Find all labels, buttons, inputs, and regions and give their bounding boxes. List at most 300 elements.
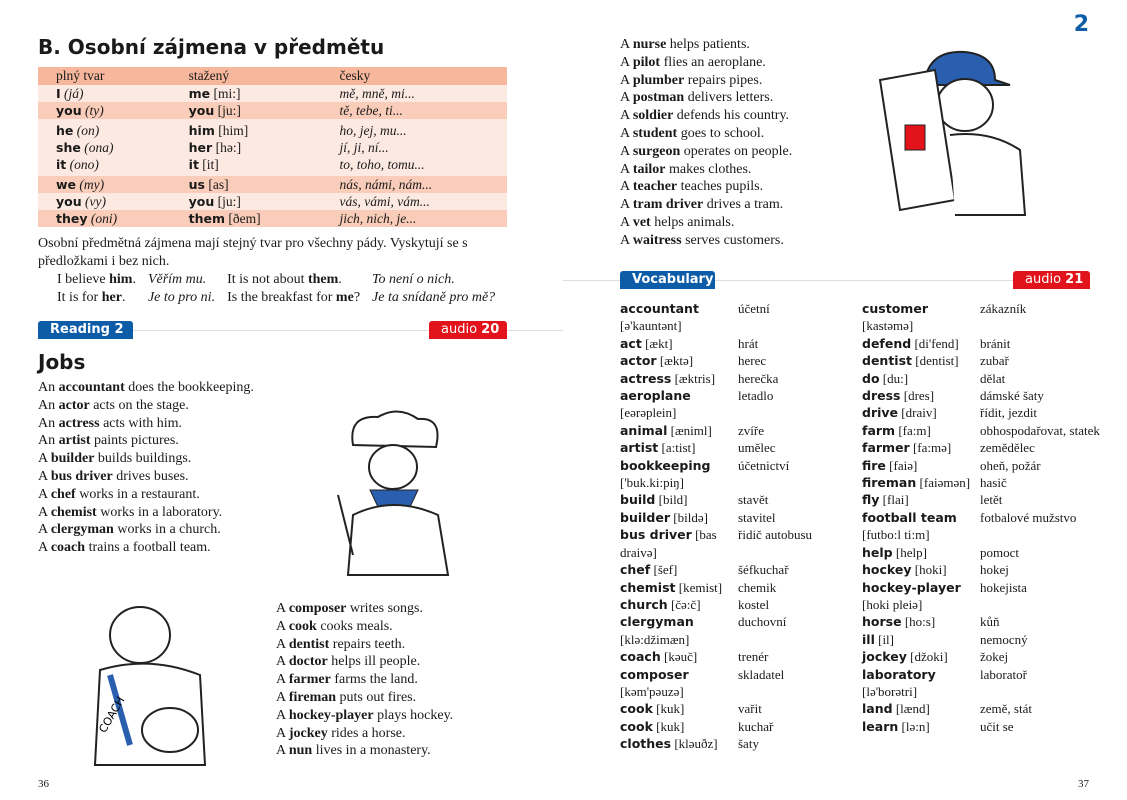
vocab-word: jockey — [862, 649, 907, 665]
pronoun-cz: (my) — [79, 177, 105, 192]
vocab-word: fireman — [862, 475, 917, 491]
vocab-word: actor — [620, 353, 657, 369]
vocab-pronunciation: [kastəmə] — [862, 318, 914, 334]
vocab-word: fire — [862, 457, 886, 473]
vocab-entry — [620, 352, 860, 369]
vocab-word: artist — [620, 440, 659, 456]
job-description: flies an aeroplane. — [663, 54, 766, 70]
article: A — [276, 707, 286, 723]
pronunciation: [ðem] — [228, 211, 261, 226]
vocab-translation: zemědělec — [980, 440, 1035, 456]
vocab-entry — [862, 648, 1112, 665]
example-bold: him — [109, 272, 133, 287]
article: A — [620, 37, 630, 52]
job-description: drives buses. — [116, 468, 189, 484]
example-1-cz: Věřím mu. — [147, 272, 207, 287]
vocab-entry — [620, 335, 860, 352]
vocab-entry — [862, 422, 1112, 439]
vocab-pronunciation: [help] — [895, 544, 927, 560]
vocab-pronunciation: [bild] — [658, 492, 688, 508]
vocab-translation: stavitel — [738, 509, 776, 525]
vocab-translation: dámské šaty — [980, 388, 1044, 404]
job-description: acts on the stage. — [93, 397, 189, 413]
table-row — [38, 210, 507, 227]
short-form — [171, 139, 322, 156]
vocabulary-tag: Vocabulary — [620, 271, 715, 289]
job-sentence — [38, 486, 278, 504]
vocab-pronunciation: [klə:džimæn] — [620, 631, 690, 647]
vocab-entry — [620, 300, 860, 335]
vocab-word: farmer — [862, 440, 910, 456]
vocab-word-cell — [620, 387, 738, 422]
page-number-right: 37 — [1078, 778, 1089, 790]
vocab-word: dress — [862, 388, 901, 404]
job-description: farms the land. — [334, 672, 418, 688]
table-row — [38, 119, 507, 139]
vocab-entry — [620, 422, 860, 439]
job-sentence — [38, 504, 278, 522]
vocab-word: chemist — [620, 579, 676, 595]
job-word: soldier — [632, 108, 674, 124]
reading-tag: Reading 2 — [38, 321, 133, 339]
vocab-entry — [862, 439, 1112, 456]
object-pronoun: you — [188, 194, 215, 209]
article: A — [38, 451, 48, 467]
vocab-pronunciation: [eərəplein] — [620, 405, 677, 421]
vocab-pronunciation: [kemist] — [678, 579, 723, 595]
vocab-word: composer — [620, 666, 689, 682]
examples — [38, 271, 563, 307]
object-pronoun: me — [188, 86, 211, 101]
table-row — [38, 193, 507, 210]
full-form — [38, 193, 171, 210]
vocab-entry — [620, 561, 860, 578]
column-header: česky — [322, 67, 507, 85]
vocab-pronunciation: [du:] — [882, 370, 909, 386]
vocab-pronunciation: [ho:s] — [904, 614, 936, 630]
vocab-entry — [862, 352, 1112, 369]
vocab-pronunciation: [fa:m] — [898, 422, 931, 438]
jobs-list-c — [620, 36, 792, 250]
vocab-pronunciation: [lænd] — [895, 701, 930, 717]
vocab-pronunciation: [il] — [878, 631, 894, 647]
vocab-word-cell — [862, 439, 980, 456]
vocab-pronunciation: [čə:č] — [670, 596, 701, 612]
article: A — [38, 468, 48, 484]
vocab-entry — [620, 648, 860, 665]
vocab-translation: řidič autobusu — [738, 527, 813, 543]
example-3-cz: Je to pro ni. — [147, 290, 216, 305]
vocab-word: fly — [862, 492, 880, 508]
vocab-translation: hokej — [980, 562, 1009, 578]
full-form — [38, 210, 171, 227]
vocab-word-cell — [862, 491, 980, 508]
czech: tě, tebe, ti... — [322, 102, 507, 119]
vocab-entry — [862, 474, 1112, 491]
vocab-entry — [620, 491, 860, 508]
example-bold: them — [307, 272, 339, 287]
job-description: helps animals. — [654, 214, 735, 230]
vocab-word-cell — [862, 474, 980, 491]
vocab-word: coach — [620, 649, 661, 665]
example-pre: It is not about — [227, 272, 308, 287]
pronoun-cz: (já) — [64, 86, 84, 101]
czech: ho, jej, mu... — [322, 119, 507, 139]
grammar-note: Osobní předmětná zájmena mají stejný tvar pro všechny pády. Vyskytují se s předložkami i bez nich. — [38, 236, 468, 269]
job-description: builds buildings. — [97, 451, 192, 467]
vocab-entry — [862, 491, 1112, 508]
vocab-entry — [620, 596, 860, 613]
vocab-entry — [620, 613, 860, 648]
job-sentence — [276, 689, 453, 707]
left-page-content — [38, 34, 563, 557]
job-word: hockey-player — [288, 707, 374, 723]
vocab-word: hockey-player — [862, 579, 961, 595]
table-row — [38, 176, 507, 193]
vocab-translation: bránit — [980, 335, 1011, 351]
vocab-translation: zvíře — [738, 422, 764, 438]
job-description: teaches pupils. — [680, 179, 764, 195]
vocab-word-cell — [620, 300, 738, 335]
job-description: helps ill people. — [331, 654, 421, 670]
job-sentence — [620, 196, 792, 214]
vocab-word-cell — [620, 579, 738, 596]
pronoun-cz: (oni) — [90, 211, 118, 226]
job-word: actress — [58, 415, 100, 431]
short-form — [171, 176, 322, 193]
vocab-word: animal — [620, 422, 668, 438]
vocab-translation: učit se — [980, 718, 1014, 734]
pronoun-cz: (ona) — [84, 140, 114, 155]
article: A — [276, 672, 286, 688]
pronunciation: [ju:] — [217, 103, 241, 118]
audio-21-tag[interactable]: audio 21 — [1013, 271, 1090, 289]
full-form — [38, 156, 171, 176]
vocab-pronunciation: [šef] — [653, 562, 678, 578]
vocab-pronunciation: [dres] — [903, 388, 935, 404]
job-description: does the bookkeeping. — [128, 380, 254, 395]
vocab-pronunciation: [džoki] — [910, 649, 948, 665]
czech: vás, vámi, vám... — [322, 193, 507, 210]
vocab-word-cell — [862, 718, 980, 735]
job-sentence — [620, 232, 792, 250]
job-description: puts out fires. — [339, 689, 417, 705]
vocabulary-column-2 — [862, 300, 1112, 735]
job-word: dentist — [288, 636, 330, 652]
job-sentence — [620, 54, 792, 72]
vocab-pronunciation: [a:tist] — [661, 440, 696, 456]
vocab-translation: chemik — [738, 579, 777, 595]
full-form — [38, 139, 171, 156]
vocab-entry — [620, 735, 860, 752]
job-word: builder — [50, 451, 95, 467]
job-word: postman — [632, 90, 685, 106]
vocab-pronunciation: [ækt] — [645, 335, 673, 351]
example-post: ? — [353, 290, 361, 305]
vocab-pronunciation: [faiəmən] — [919, 475, 971, 491]
example-bold: me — [335, 290, 354, 305]
job-description: paints pictures. — [94, 433, 179, 449]
vocab-word: act — [620, 335, 642, 351]
article: A — [38, 486, 48, 502]
job-description: lives in a monastery. — [315, 743, 431, 759]
article: A — [38, 522, 48, 538]
vocab-word-cell — [620, 457, 738, 492]
job-description: plays hockey. — [377, 707, 454, 723]
object-pronoun: you — [188, 103, 215, 118]
vocab-translation: pomoct — [980, 544, 1019, 560]
job-word: farmer — [288, 672, 331, 688]
vocab-word-cell — [620, 422, 738, 439]
vocab-entry — [862, 387, 1112, 404]
page-number-left: 36 — [38, 778, 49, 790]
column-header: stažený — [171, 67, 322, 85]
article: An — [38, 415, 56, 431]
article: A — [620, 90, 630, 106]
example-pre: I believe — [57, 272, 110, 287]
vocab-translation: skladatel — [738, 666, 785, 682]
table-row — [38, 85, 507, 102]
vocab-translation: zákazník — [980, 301, 1027, 316]
vocab-word: do — [862, 370, 880, 386]
article: A — [276, 618, 286, 634]
example-pre: Is the breakfast for — [227, 290, 336, 305]
vocab-entry — [862, 457, 1112, 474]
jobs-list-b — [276, 600, 453, 760]
example-post: . — [338, 272, 342, 287]
job-word: coach — [50, 540, 86, 556]
audio-20-tag[interactable]: audio 20 — [429, 321, 507, 339]
article: A — [620, 197, 630, 213]
short-form — [171, 156, 322, 176]
job-word: clergyman — [50, 522, 114, 538]
article: An — [38, 380, 56, 395]
vocab-translation: žokej — [980, 649, 1009, 665]
vocab-word-cell — [620, 561, 738, 578]
vocab-pronunciation: [kuk] — [656, 701, 685, 717]
vocab-word-cell — [862, 613, 980, 630]
job-sentence — [276, 671, 453, 689]
vocab-pronunciation: [di'fend] — [914, 335, 959, 351]
job-description: defends his country. — [676, 108, 790, 124]
column-header: plný tvar — [38, 67, 171, 85]
vocab-word-cell — [620, 700, 738, 717]
job-sentence — [38, 379, 278, 397]
full-form — [38, 102, 171, 119]
vocab-pronunciation: [hoki] — [914, 562, 947, 578]
vocab-word: builder — [620, 509, 671, 525]
czech: jich, nich, je... — [322, 210, 507, 227]
short-form — [171, 85, 322, 102]
job-word: cook — [288, 618, 317, 634]
vocab-entry — [620, 718, 860, 735]
vocab-word-cell — [620, 735, 738, 752]
job-word: waitress — [632, 232, 682, 248]
job-word: pilot — [632, 54, 661, 70]
vocab-entry — [620, 370, 860, 387]
vocab-word: customer — [862, 301, 928, 316]
vocab-entry — [862, 300, 1112, 335]
vocab-word-cell — [620, 596, 738, 613]
vocab-translation: kostel — [738, 596, 770, 612]
chapter-number: 2 — [1073, 12, 1089, 37]
vocab-translation: laboratoř — [980, 666, 1027, 682]
vocab-word-cell — [862, 370, 980, 387]
job-sentence — [620, 72, 792, 90]
vocab-word-cell — [862, 404, 980, 421]
jobs-title: Jobs — [38, 350, 86, 374]
job-word: bus driver — [50, 468, 113, 484]
vocab-translation: šéfkuchař — [738, 562, 789, 578]
vocab-word: chef — [620, 562, 651, 578]
job-description: goes to school. — [680, 125, 765, 141]
vocab-translation: umělec — [738, 440, 776, 456]
vocab-translation: účetnictví — [738, 457, 790, 473]
job-sentence — [276, 742, 453, 760]
full-form — [38, 85, 171, 102]
job-description: repairs teeth. — [332, 636, 406, 652]
czech: to, toho, tomu... — [322, 156, 507, 176]
vocab-word: clergyman — [620, 614, 694, 630]
article: A — [620, 179, 630, 195]
czech: nás, námi, nám... — [322, 176, 507, 193]
example-3 — [57, 289, 136, 307]
job-description: writes songs. — [349, 601, 424, 616]
job-word: plumber — [632, 72, 685, 88]
job-sentence — [620, 89, 792, 107]
pronoun-cz: (ono) — [69, 157, 99, 172]
vocab-translation: herec — [738, 353, 767, 369]
example-4-cz: Je ta snídaně pro mě? — [372, 290, 496, 305]
vocab-translation: fotbalové mužstvo — [980, 509, 1077, 525]
vocab-translation: letadlo — [738, 388, 774, 404]
vocab-word-cell — [620, 370, 738, 387]
coach-shirt-text: COACH — [96, 694, 128, 736]
vocab-entry — [862, 370, 1112, 387]
job-description: cooks meals. — [320, 618, 393, 634]
job-word: teacher — [632, 179, 678, 195]
vocab-word-cell — [862, 300, 980, 335]
vocab-pronunciation: [æniml] — [670, 422, 712, 438]
vocab-pronunciation: [lə:n] — [901, 718, 930, 734]
article: A — [38, 504, 48, 520]
vocab-word-cell — [620, 613, 738, 648]
pronunciation: [him] — [218, 123, 249, 138]
job-word: artist — [58, 433, 91, 449]
vocab-word-cell — [862, 700, 980, 717]
vocab-entry — [862, 404, 1112, 421]
chef-illustration — [308, 405, 468, 585]
job-word: actor — [58, 397, 90, 413]
example-bold: her — [101, 290, 122, 305]
object-pronoun: him — [188, 123, 215, 138]
coach-illustration — [70, 595, 230, 775]
article: A — [276, 743, 286, 759]
job-sentence — [620, 36, 792, 54]
vocab-pronunciation: [lə'borətri] — [862, 683, 918, 699]
object-pronoun: it — [188, 157, 199, 172]
vocab-translation: duchovní — [738, 614, 787, 630]
job-sentence — [38, 468, 278, 486]
pronoun: he — [56, 123, 74, 138]
vocab-word: help — [862, 544, 893, 560]
job-word: vet — [632, 214, 651, 230]
vocab-translation: šaty — [738, 736, 759, 752]
vocab-word-cell — [620, 491, 738, 508]
pronoun-table — [38, 67, 507, 227]
job-word: composer — [288, 601, 347, 616]
vocab-word: build — [620, 492, 656, 508]
vocab-translation: hasič — [980, 475, 1007, 491]
job-sentence — [620, 125, 792, 143]
vocab-translation: vařit — [738, 701, 762, 717]
vocab-translation: hrát — [738, 335, 759, 351]
vocab-translation: nemocný — [980, 631, 1028, 647]
article: A — [620, 54, 630, 70]
job-word: jockey — [288, 725, 328, 741]
vocab-entry — [862, 718, 1112, 735]
vocab-entry — [862, 666, 1112, 701]
pronoun: she — [56, 140, 81, 155]
article: A — [620, 125, 630, 141]
job-sentence — [276, 600, 453, 618]
example-4 — [227, 289, 360, 307]
article: A — [276, 636, 286, 652]
vocab-translation: kuchař — [738, 718, 774, 734]
vocab-word: bookkeeping — [620, 457, 711, 473]
vocab-pronunciation: [bildə] — [673, 509, 708, 525]
vocab-word: dentist — [862, 353, 912, 369]
short-form — [171, 210, 322, 227]
job-word: tram driver — [632, 197, 704, 213]
short-form — [171, 193, 322, 210]
czech: jí, ji, ní... — [322, 139, 507, 156]
vocab-entry — [862, 544, 1112, 561]
vocab-word-cell — [620, 666, 738, 701]
pronunciation: [hə:] — [215, 140, 242, 155]
pronoun: it — [56, 157, 67, 172]
job-sentence — [620, 107, 792, 125]
vocab-entry — [620, 439, 860, 456]
vocab-translation: účetní — [738, 301, 770, 316]
vocab-translation: herečka — [738, 370, 779, 386]
pronunciation: [as] — [208, 177, 229, 192]
vocab-pronunciation: [kəuč] — [664, 649, 698, 665]
job-word: chef — [50, 486, 76, 502]
job-sentence — [620, 143, 792, 161]
vocab-entry — [620, 387, 860, 422]
job-sentence — [38, 415, 278, 433]
vocab-word-cell — [620, 439, 738, 456]
job-description: works in a laboratory. — [100, 504, 223, 520]
example-post: . — [132, 272, 136, 287]
vocab-word: learn — [862, 718, 899, 734]
vocab-entry — [862, 613, 1112, 630]
full-form — [38, 119, 171, 139]
vocab-word-cell — [862, 666, 980, 701]
job-sentence — [276, 636, 453, 654]
job-description: works in a restaurant. — [79, 486, 200, 502]
vocab-word-cell — [862, 457, 980, 474]
pronoun-cz: (on) — [76, 123, 100, 138]
vocab-pronunciation: [kəm'pəuzə] — [620, 683, 684, 699]
article: A — [620, 143, 630, 159]
vocab-entry — [862, 335, 1112, 352]
table-header — [38, 67, 507, 85]
full-form — [38, 176, 171, 193]
job-description: delivers letters. — [687, 90, 774, 106]
table-row — [38, 156, 507, 176]
